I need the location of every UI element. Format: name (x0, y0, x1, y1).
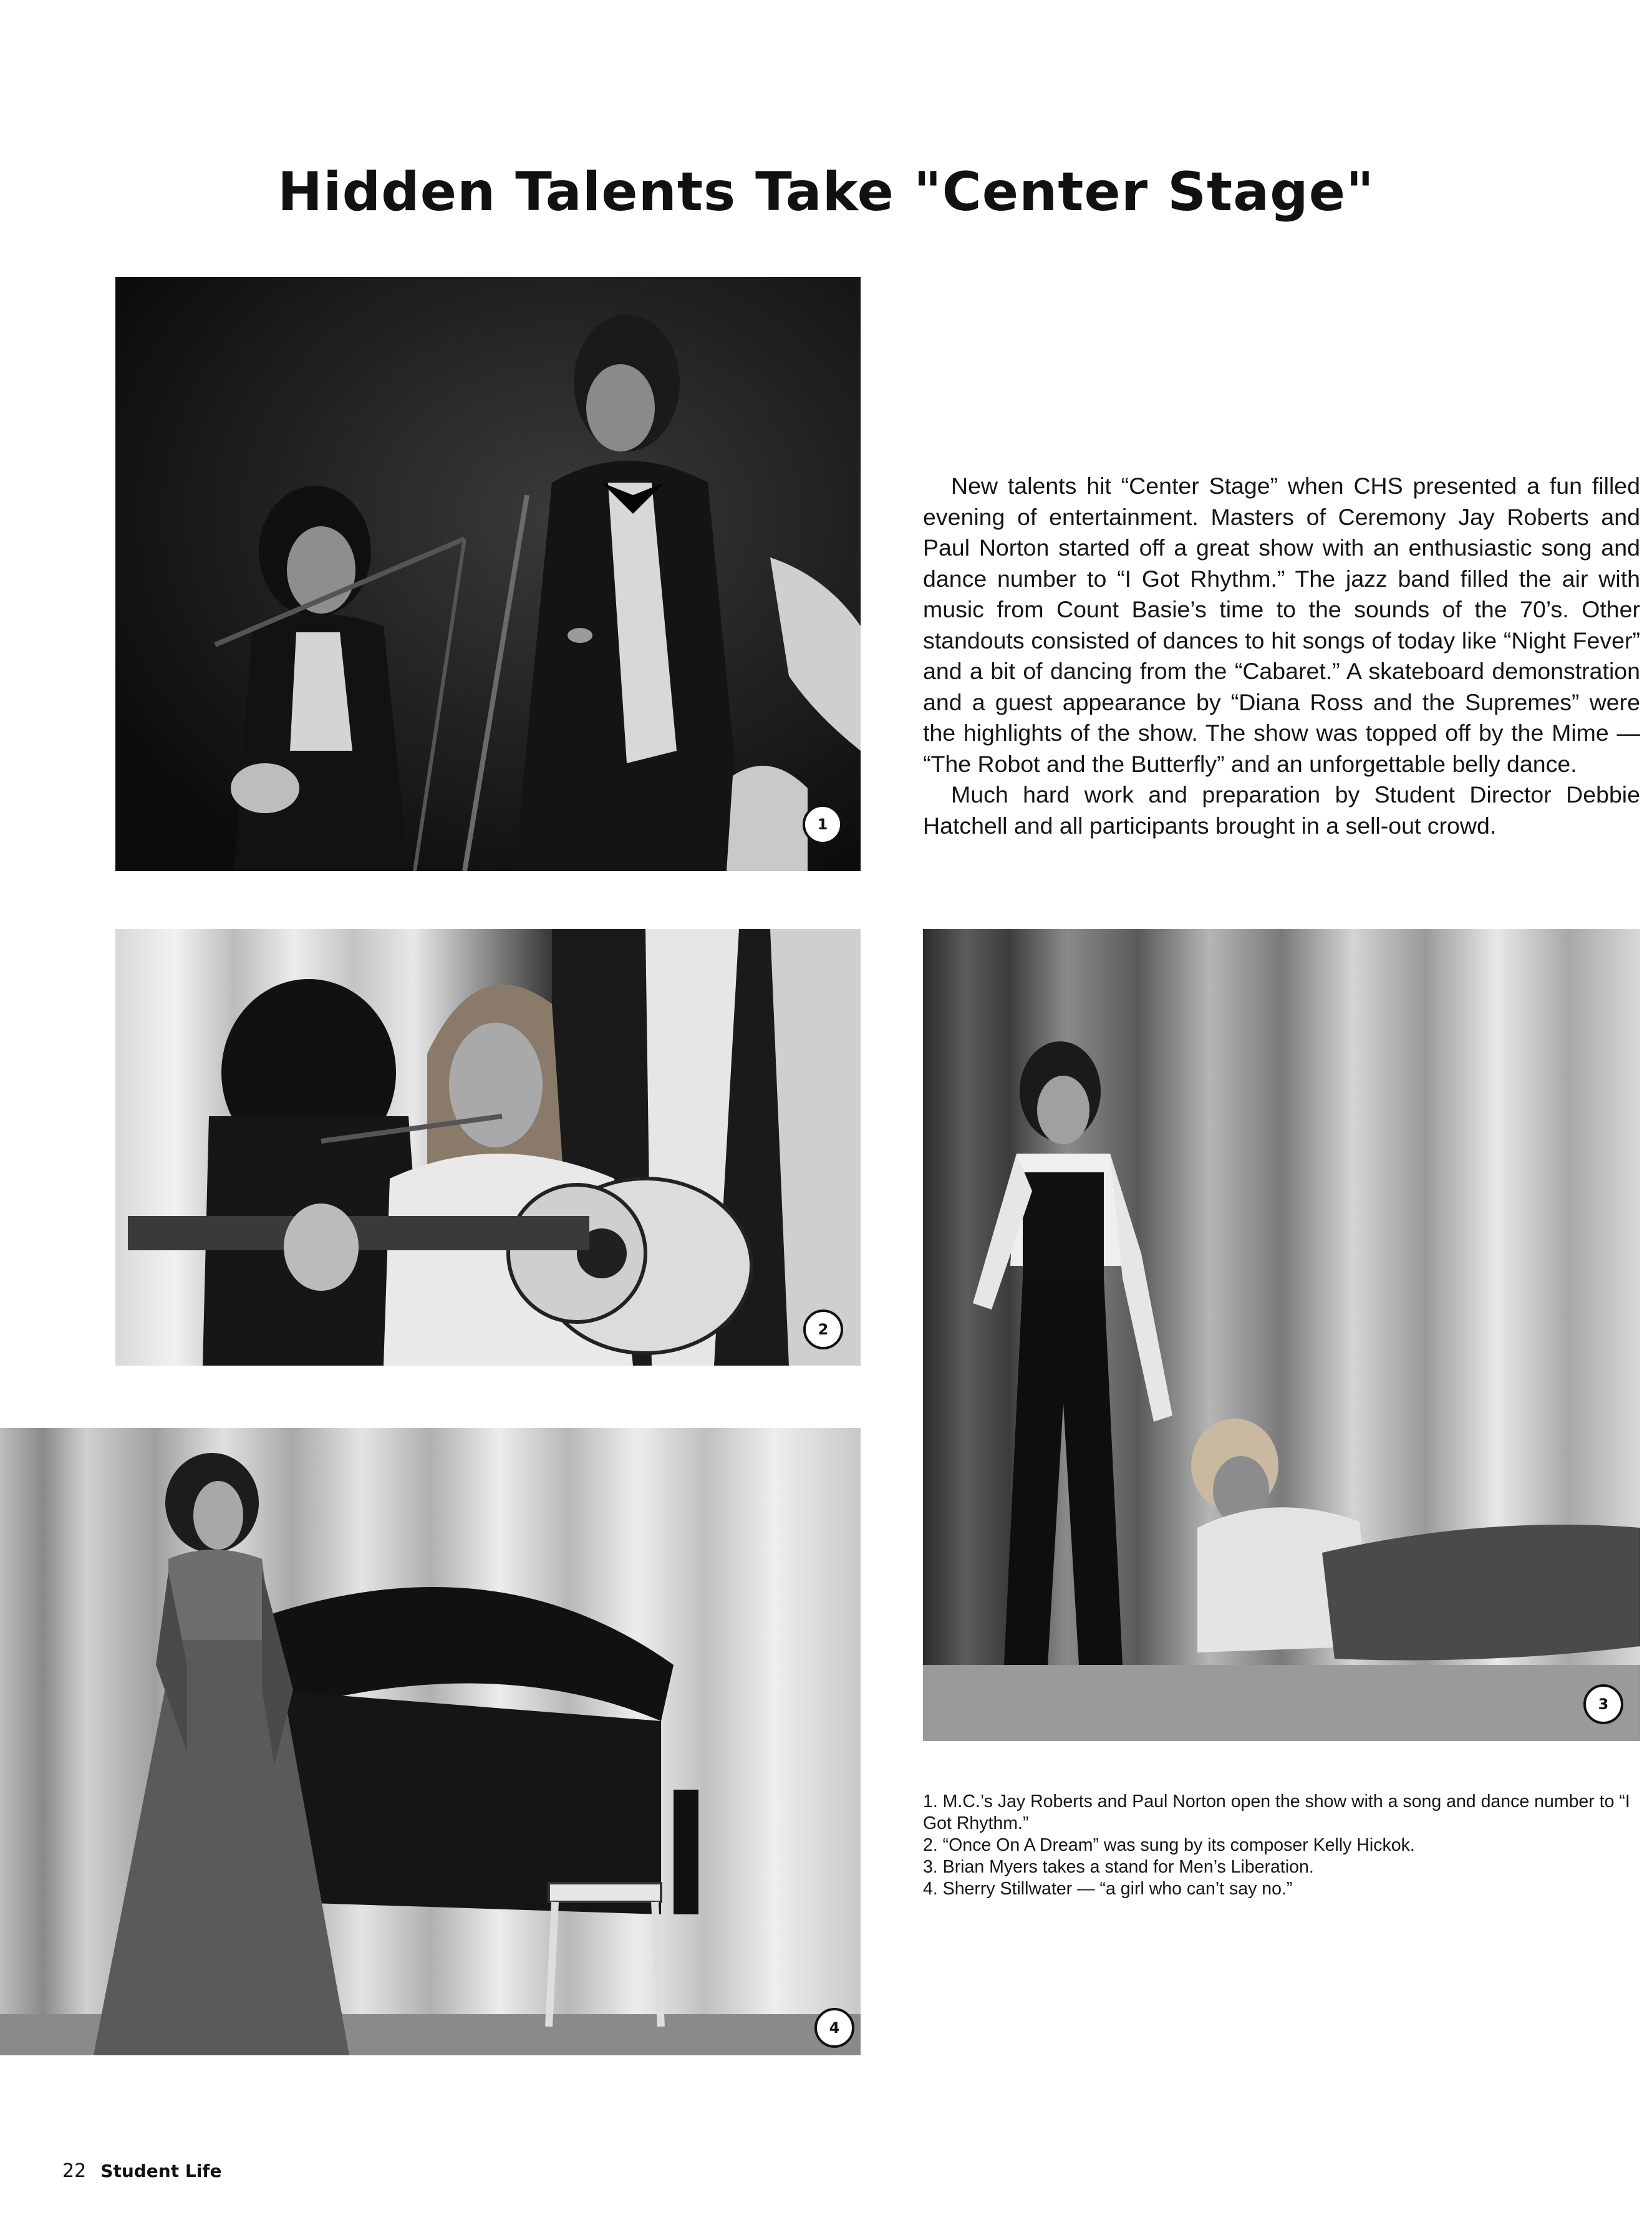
photo-mcs-singing (115, 277, 861, 871)
section-name: Student Life (100, 2161, 222, 2181)
page-title: Hidden Talents Take "Center Stage" (278, 161, 1374, 223)
photo-number-badge: 3 (1583, 1684, 1623, 1724)
photo-number-badge: 2 (803, 1310, 843, 1349)
article-paragraph: Much hard work and preparation by Student Director Debbie Hatchell and all participants brought in a sell-out crowd. (923, 781, 1640, 839)
caption-3: 3. Brian Myers takes a stand for Men’s Liberation. (923, 1857, 1314, 1877)
page-number: 22 (62, 2160, 87, 2182)
article-body (923, 471, 1640, 841)
page-footer (62, 2160, 221, 2182)
caption-4: 4. Sherry Stillwater — “a girl who can’t say no.” (923, 1879, 1293, 1899)
photo-number-badge: 1 (803, 804, 843, 844)
photo-number-badge: 4 (814, 2008, 854, 2048)
photo-soloist-gown (0, 1428, 861, 2055)
photo-captions (923, 1791, 1640, 1900)
caption-1: 1. M.C.’s Jay Roberts and Paul Norton open the show with a song and dance number to “I Got Rhythm.” (923, 1792, 1630, 1833)
photo-dance-number (923, 929, 1640, 1741)
article-paragraph: New talents hit “Center Stage” when CHS presented a fun filled evening of entertainment. Masters of Ceremony Jay Roberts and Paul Norton started off a great show with an enthusiastic song and dance number to “I Got Rhythm.” The jazz band filled the air with music from Count Basie’s time to the sounds of the 70’s. Other standouts consisted of dances to hit songs of today like “Night Fever” and a bit of dancing from the “Cabaret.” A skateboard demonstration and a guest appearance by “Diana Ross and the Supremes” were the highlights of the show. The show was topped off by the Mime — “The Robot and the Butterfly” and an unforgettable belly dance. (923, 473, 1640, 777)
photo-singer-guitar (115, 929, 861, 1366)
caption-2: 2. “Once On A Dream” was sung by its composer Kelly Hickok. (923, 1835, 1415, 1855)
